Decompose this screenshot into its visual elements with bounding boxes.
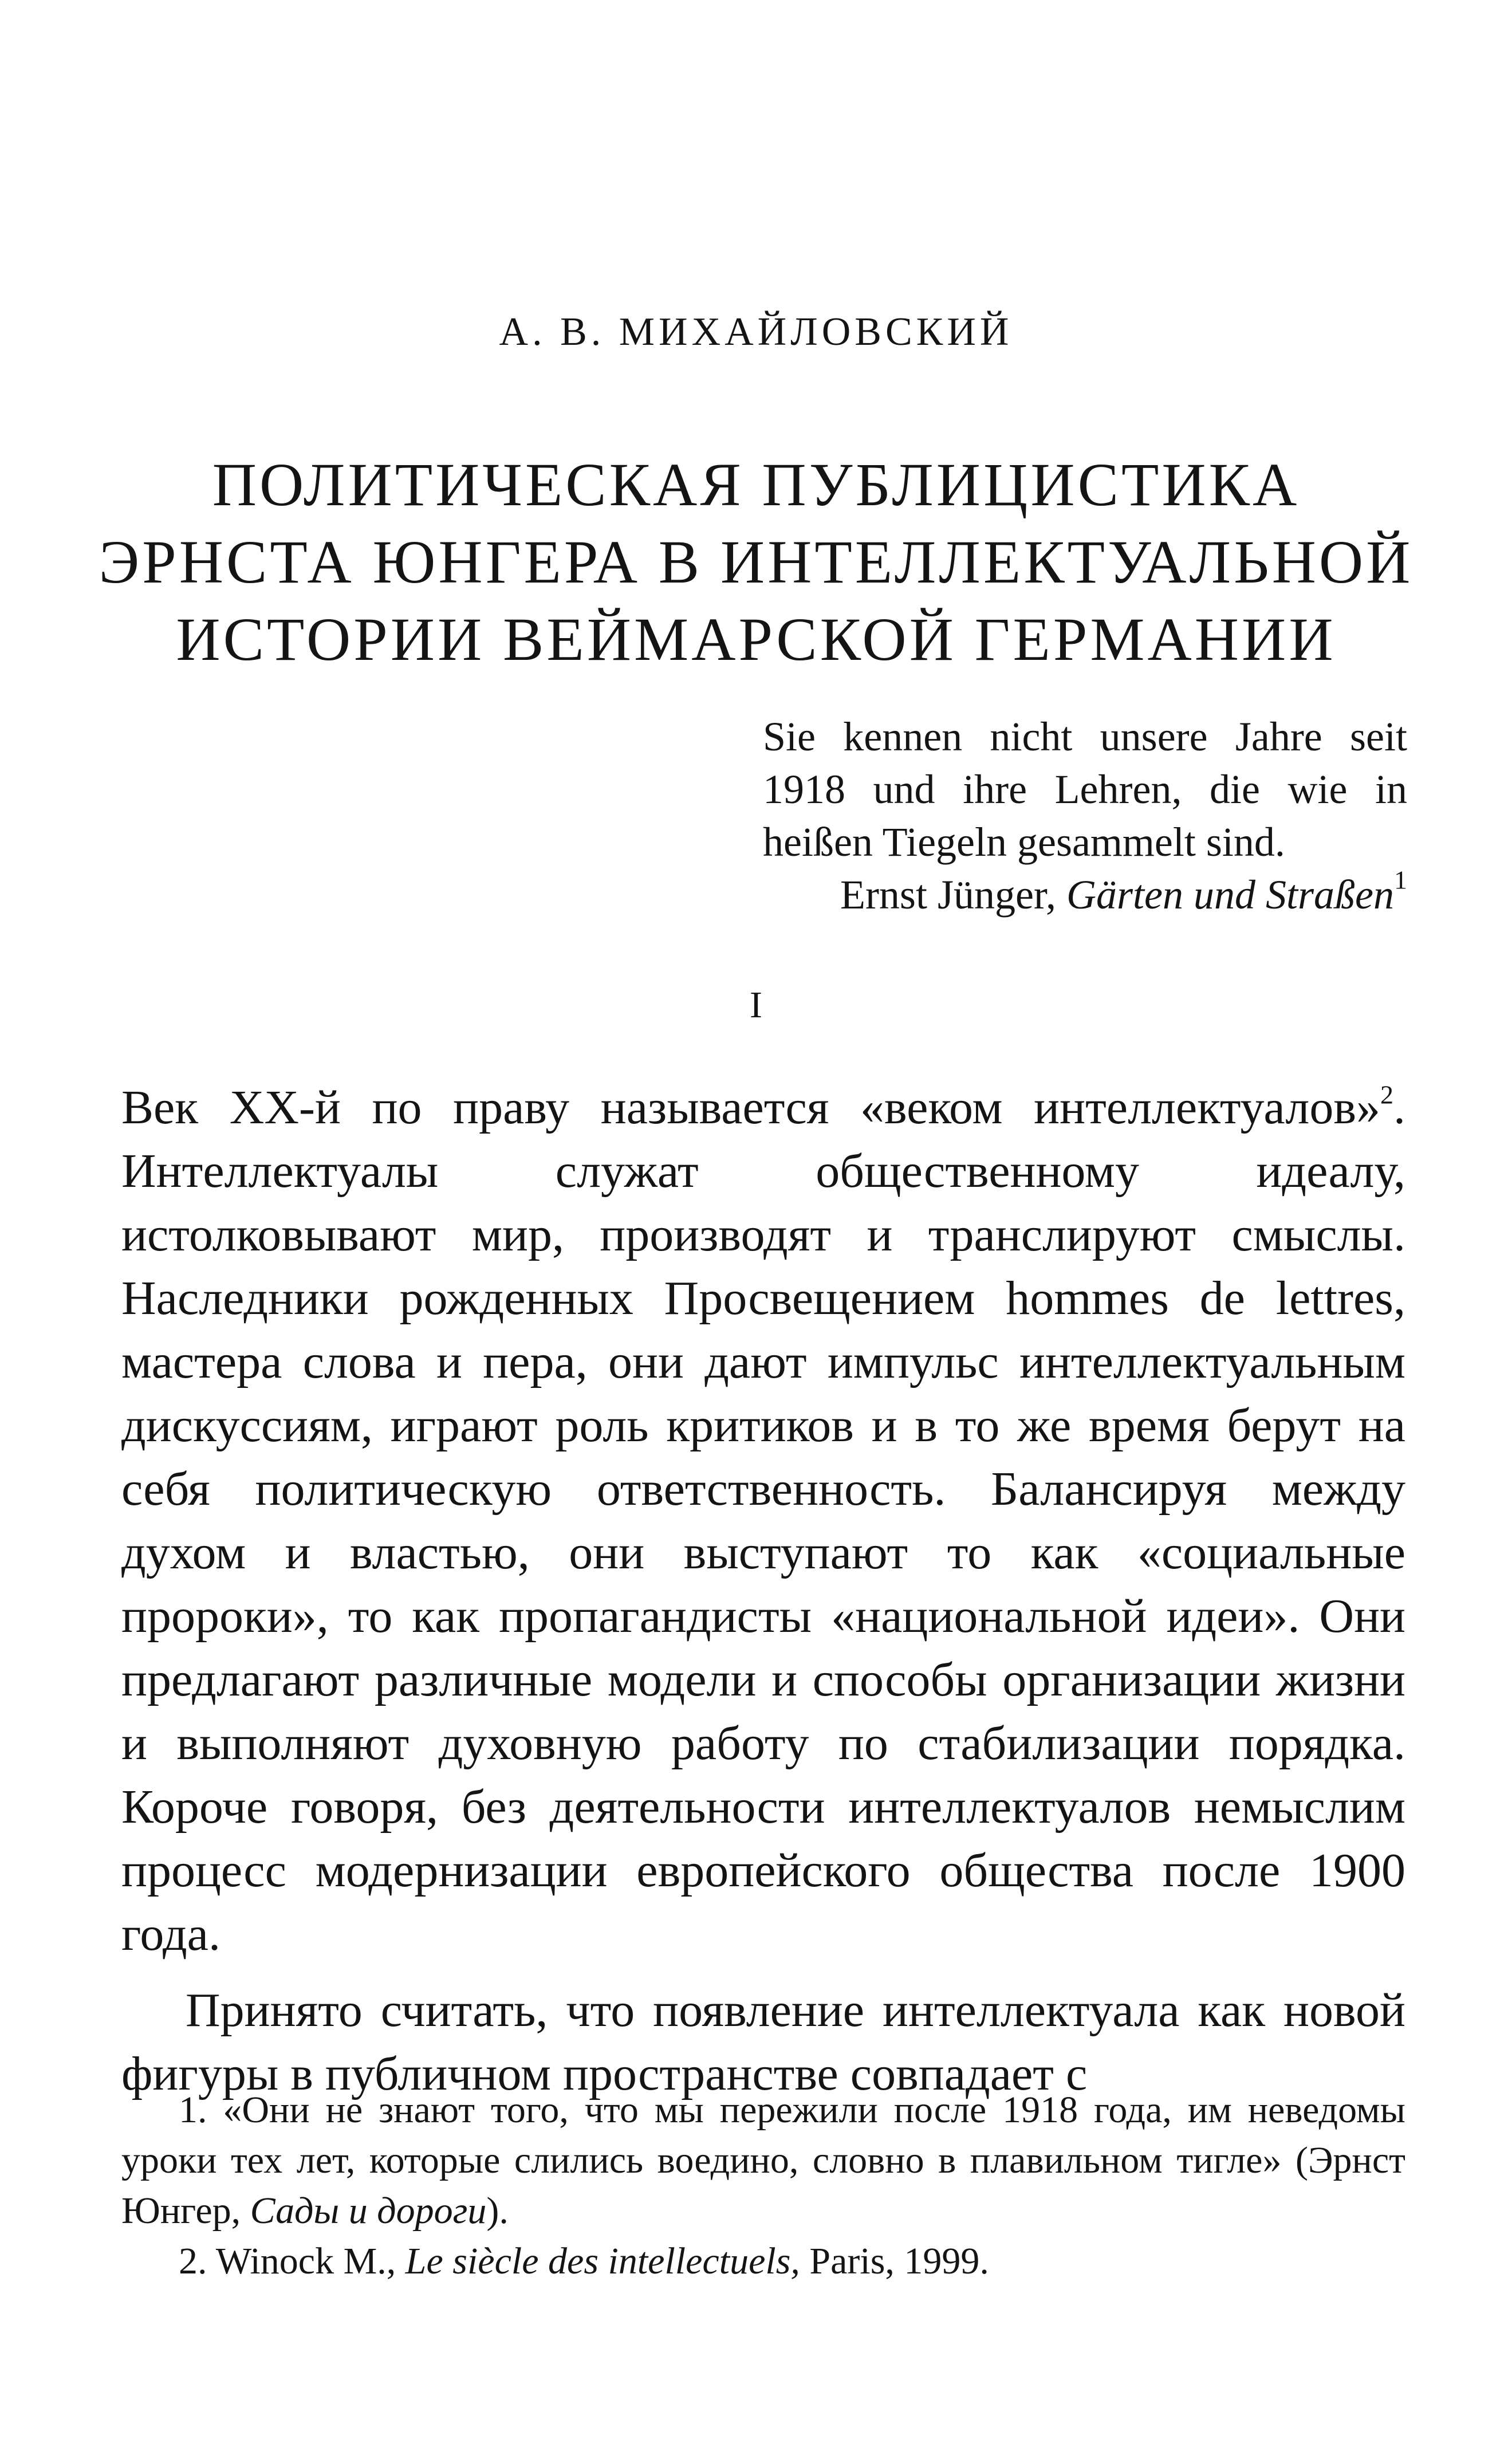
chapter-title-line: ЭРНСТА ЮНГЕРА В ИНТЕЛЛЕКТУАЛЬНОЙ [99, 529, 1413, 596]
epigraph-author: Ernst Jünger, [840, 872, 1067, 918]
footnote-text: ). [486, 2190, 509, 2232]
epigraph-quote: Sie kennen nicht unsere Jahre seit 1918 und ihre Lehren, die wie in heißen Tiegeln gesammelt sind. [763, 714, 1407, 865]
paragraph-text: . Интеллектуалы служат общественному идеалу, истолковывают мир, производят и транслируют смыслы. Наследники рожденных Просвещением hommes de lettres, мастера слова и пера, они дают импульс интеллектуальным дискуссиям, играют роль критиков и в то же время берут на себя политическую ответственность. Балансируя между духом и властью, они выступают то как «социальные пророки», то как пропагандисты «национальной идеи». Они предлагают различные модели и способы организации жизни и выполняют духовную работу по стабилизации порядка. Короче говоря, без деятельности интеллектуалов немыслим процесс модернизации европейского общества после 1900 года. [121, 1081, 1405, 1961]
paragraph-text: Век XX-й по праву называется «веком интеллектуалов» [121, 1081, 1380, 1134]
footnote-label: 2. [179, 2240, 216, 2282]
footnote-text: «Они не знают того, что мы пережили после 1918 года, им неведомы уроки тех лет, которые слились воедино, словно в плавильном тигле» (Эрнст Юнгер, [121, 2089, 1405, 2232]
footnote [121, 2236, 1405, 2287]
footnote-text: Paris, 1999. [800, 2240, 989, 2282]
epigraph-work-title: Gärten und Straßen [1066, 872, 1394, 918]
chapter-title-line: ПОЛИТИЧЕСКАЯ ПУБЛИЦИСТИКА [212, 451, 1300, 519]
section-number: I [750, 984, 762, 1026]
chapter-title-line: ИСТОРИИ ВЕЙМАРСКОЙ ГЕРМАНИИ [176, 606, 1336, 674]
epigraph-attribution [763, 865, 1407, 921]
paragraph [121, 1076, 1405, 1966]
footnote-author: Winock M., [215, 2240, 405, 2282]
chapter-title [69, 447, 1443, 679]
main-text [121, 1076, 1405, 2106]
footnote-work-title: Сады и дороги [250, 2190, 487, 2232]
footnote-ref[interactable]: 2 [1380, 1080, 1393, 1110]
epigraph [763, 710, 1407, 921]
footnote [121, 2085, 1405, 2236]
footnote-ref[interactable]: 1 [1394, 865, 1407, 895]
footnotes [121, 2085, 1405, 2287]
author-name: А. В. МИХАЙЛОВСКИЙ [499, 310, 1013, 354]
footnote-work-title: Le siècle des intellectuels, [405, 2240, 800, 2282]
paragraph: Принято считать, что появление интеллектуала как новой фигуры в публичном пространстве совпадает с [121, 1984, 1405, 2100]
footnote-label: 1. [179, 2089, 223, 2131]
